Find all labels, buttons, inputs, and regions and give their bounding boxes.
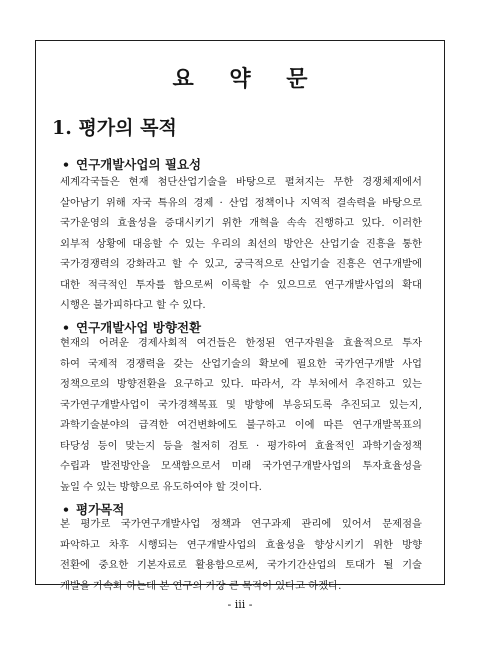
text-line: 타당성 등이 맞는지 등을 철저히 검토 · 평가하여 효율적인 과학기술정책	[60, 439, 422, 452]
text-line: 하여 국제적 경쟁력을 갖는 산업기술의 확보에 필요한 국가연구개발 사업	[60, 357, 422, 370]
paragraph	[60, 172, 422, 316]
page-number: - iii -	[227, 598, 253, 611]
text-line: 전환에 중요한 기본자료로 활용함으로써, 국가기간산업의 토대가 될 기술	[60, 559, 422, 571]
text-line: 세계각국들은 현재 첨단산업기술을 바탕으로 펼쳐지는 무한 경쟁체제에서	[60, 176, 422, 188]
text-line: 현재의 어려운 경제사회적 여건들은 한정된 연구자원을 효율적으로 투자	[60, 337, 422, 349]
subsection-heading-text: 연구개발사업의 필요성	[76, 157, 202, 172]
text-line: 대한 적극적인 투자를 함으로써 이룩할 수 있으므로 연구개발사업의 확대	[60, 278, 422, 291]
bullet-icon: •	[62, 320, 70, 335]
text-line: 시행은 불가피하다고 할 수 있다.	[60, 299, 206, 311]
paragraph	[60, 514, 422, 596]
text-line: 국가경쟁력의 강화라고 할 수 있고, 궁극적으로 산업기술 진흥은 연구개발에	[60, 258, 422, 270]
subsection-heading-text: 연구개발사업 방향전환	[76, 320, 202, 335]
bullet-icon: •	[62, 157, 70, 172]
text-line: 수립과 발전방안을 모색함으로서 미래 국가연구개발사업의 투자효율성을	[60, 460, 422, 472]
text-line: 국가운영의 효율성을 증대시키기 위한 개혁을 속속 진행하고 있다. 이러한	[60, 217, 422, 229]
paragraph	[60, 333, 422, 497]
subsection-heading	[62, 155, 201, 173]
text-line: 과학기술분야의 급격한 여건변화에도 불구하고 이에 따른 연구개발목표의	[60, 419, 422, 431]
section-heading: 1. 평가의 목적	[52, 117, 177, 139]
text-line: 정책으로의 방향전환을 요구하고 있다. 따라서, 각 부처에서 추진하고 있는	[60, 378, 422, 390]
text-line: 외부적 상황에 대응할 수 있는 우리의 최선의 방안은 산업기술 진흥을 통한	[60, 237, 422, 250]
text-line: 파악하고 차후 시행되는 연구개발사업의 효율성을 향상시키기 위한 방향	[60, 538, 422, 551]
text-line: 본 평가로 국가연구개발사업 정책과 연구과제 관리에 있어서 문제점을	[60, 518, 422, 530]
subsection-heading-text: 평가목적	[76, 502, 125, 517]
text-line: 개발을 가속화 하는데 본 연구의 가장 큰 목적이 있다고 하겠다.	[60, 579, 342, 592]
page-title: 요 약 문	[172, 66, 322, 92]
bullet-icon: •	[62, 502, 70, 517]
text-line: 높일 수 있는 방향으로 유도하여야 할 것이다.	[60, 480, 262, 493]
text-line: 국가연구개발사업이 국가경책목표 및 방향에 부응되도록 추진되고 있는지,	[60, 398, 422, 411]
text-line: 살아남기 위해 자국 특유의 경제 · 산업 정책이나 지역적 결속력을 바탕으로	[60, 196, 422, 209]
